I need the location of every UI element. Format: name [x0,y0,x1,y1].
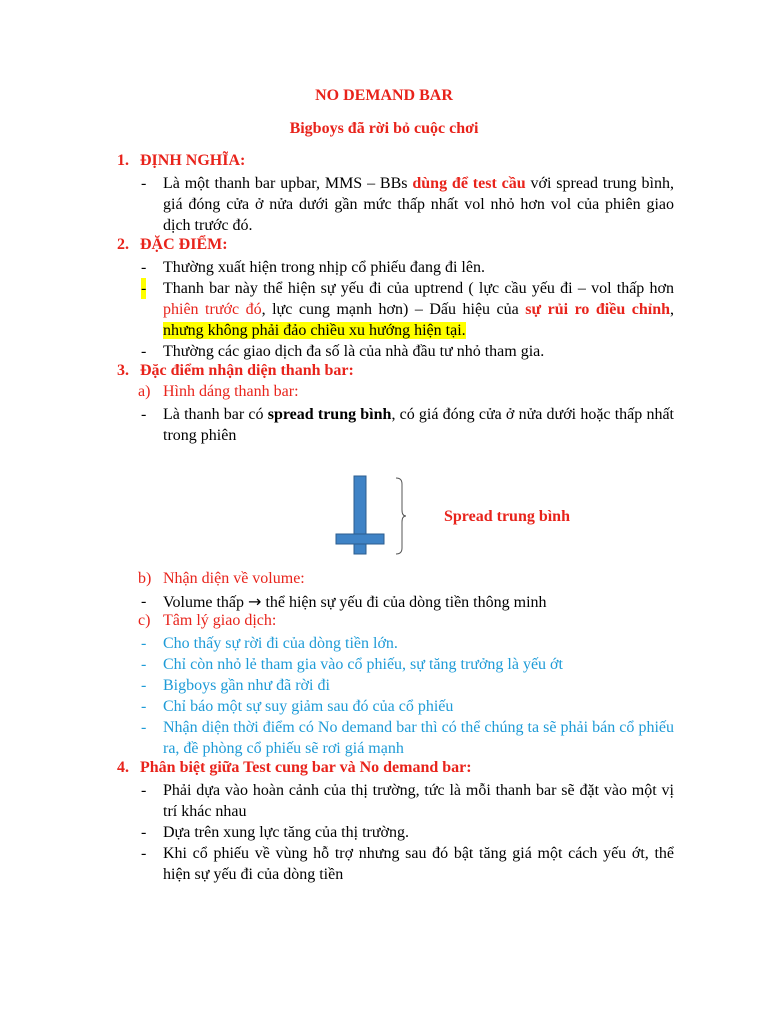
close-tick [336,534,384,544]
subsection-c-heading [138,612,276,630]
text-run: , lực cung mạnh hơn) – Dấu hiệu của [261,301,526,318]
text-run: , có giá đóng cửa ở nửa dưới hoặc thấp nhất trong phiên [163,406,675,444]
heading-text: ĐỊNH NGHĨA: [140,152,246,169]
emphasis-text: spread trung bình [267,406,392,423]
text-run: , [670,301,675,318]
dash-bullet: - [141,719,147,736]
spread-brace [396,478,406,554]
item-text: Phải dựa vào hoàn cảnh của thị trường, tức là mỗi thanh bar sẽ đặt vào một vị trí khác nhau [163,782,674,820]
heading-text: Đặc điểm nhận diện thanh bar: [140,362,354,379]
subsection-letter: c) [138,612,151,629]
item-text [163,591,674,613]
list-item [141,696,674,717]
item-text: Khi cổ phiếu về vùng hỗ trợ nhưng sau đó bật tăng giá một cách yếu ớt, thể hiện sự yếu đi của dòng tiền [163,845,674,883]
section-number: 4. [117,759,129,776]
item-text: Chỉ còn nhỏ lẻ tham gia vào cổ phiếu, sự tăng trưởng là yếu ớt [163,656,563,673]
list-item [141,654,674,675]
highlighted-text: nhưng không phải đảo chiều xu hướng hiện tại. [163,322,466,339]
subsection-a-heading [138,383,299,401]
item-text: Thường xuất hiện trong nhịp cổ phiếu đang đi lên. [163,259,485,276]
dash-bullet: - [141,343,147,360]
list-item [141,780,674,822]
arrow-right-icon: → [248,592,262,611]
emphasis-text: sự rủi ro điều chỉnh [525,301,671,318]
dash-bullet: - [141,175,147,192]
dash-bullet: - [141,593,147,610]
list-item [141,591,674,613]
list-item [141,633,674,654]
dash-bullet: - [141,259,147,276]
section-3-heading [117,362,354,380]
text-run: Thanh bar này thể hiện sự yếu đi của uptrend ( lực cầu yếu đi – vol thấp hơn [163,280,674,297]
list-item [141,675,674,696]
subsection-label: Hình dáng thanh bar: [163,383,299,400]
list-item [141,257,674,278]
subsection-label: Nhận diện về volume: [163,570,305,587]
dash-bullet: - [141,698,147,715]
list-item [141,717,674,759]
emphasis-text: phiên trước đó [163,301,262,318]
diagram-label: Spread trung bình [444,508,570,525]
list-item [141,404,674,446]
document-subtitle: Bigboys đã rời bỏ cuộc chơi [289,120,479,137]
text-run: Volume thấp [163,594,249,611]
section-2-heading [117,236,228,254]
list-item [141,341,674,362]
dash-bullet: - [141,677,147,694]
dash-bullet: - [141,406,147,423]
section-number: 1. [117,152,129,169]
emphasis-text: dùng để test cầu [412,175,526,192]
text-run: Là thanh bar có [163,406,268,423]
heading-text: Phân biệt giữa Test cung bar và No demand bar: [140,759,472,776]
list-item [141,843,674,885]
item-text [163,278,674,341]
subsection-letter: b) [138,570,152,587]
dash-bullet: - [141,635,147,652]
dash-bullet: - [141,824,147,841]
dash-bullet: - [141,782,147,799]
subsection-b-heading [138,570,305,588]
item-text: Cho thấy sự rời đi của dòng tiền lớn. [163,635,398,652]
dash-bullet: - [141,656,147,673]
document-title: NO DEMAND BAR [315,87,453,104]
item-text: Chỉ báo một sự suy giảm sau đó của cổ phiếu [163,698,454,715]
subsection-letter: a) [138,383,151,400]
section-number: 3. [117,362,129,379]
list-item [141,822,674,843]
text-run: với spread trung bình, giá đóng cửa ở nửa dưới gần mức thấp nhất vol nhỏ hơn vol của phiên giao dịch trước đó. [163,175,674,234]
text-run: thể hiện sự yếu đi của dòng tiền thông minh [261,594,547,611]
list-item [141,173,674,236]
list-item [141,278,674,341]
section-1-heading [117,152,245,170]
section-4-heading [117,759,472,777]
dash-bullet: - [141,845,147,862]
heading-text: ĐẶC ĐIỂM: [140,236,228,253]
subsection-label: Tâm lý giao dịch: [163,612,277,629]
bar-diagram [330,470,630,560]
text-run: Là một thanh bar upbar, MMS – BBs [163,175,413,192]
item-text [163,173,674,236]
item-text [163,404,674,446]
section-number: 2. [117,236,129,253]
item-text: Nhận diện thời điểm có No demand bar thì có thể chúng ta sẽ phải bán cổ phiếu ra, đề phòng cổ phiếu sẽ rơi giá mạnh [163,719,674,757]
item-text: Dựa trên xung lực tăng của thị trường. [163,824,409,841]
dash-bullet: - [141,280,147,297]
item-text: Thường các giao dịch đa số là của nhà đầu tư nhỏ tham gia. [163,343,545,360]
item-text: Bigboys gần như đã rời đi [163,677,330,694]
